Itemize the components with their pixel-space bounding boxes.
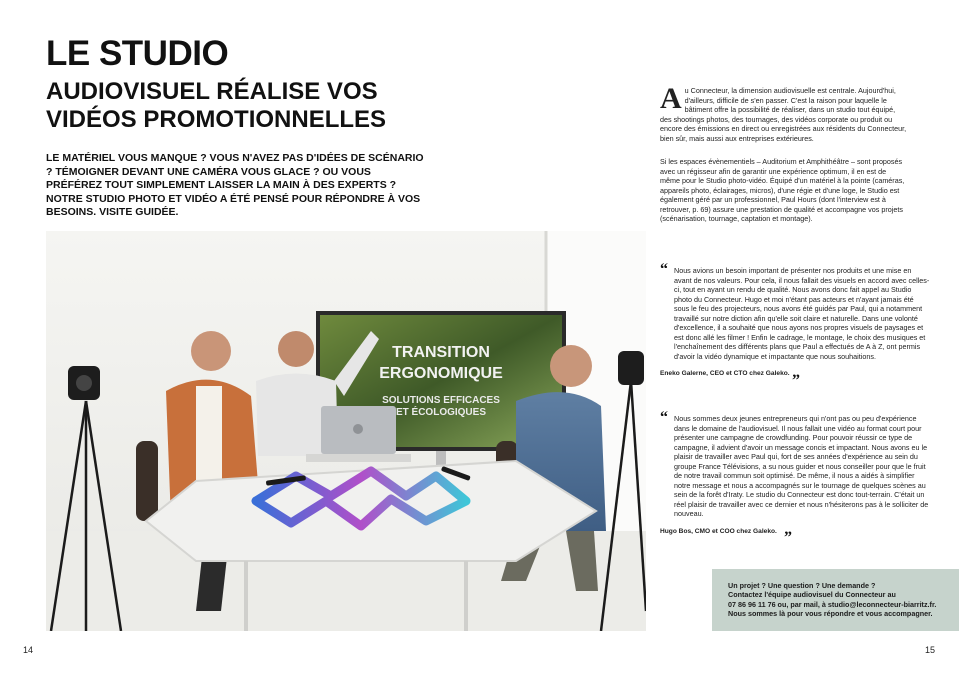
page-subtitle — [46, 78, 426, 134]
testimonial-1-signature: Eneko Galerne, CEO et CTO chez Galeko. — [660, 370, 790, 377]
contact-box — [712, 569, 959, 631]
article-paragraph-2: Si les espaces évènementiels – Auditorium et Amphithéâtre – sont proposés avec un régisseur afin de garantir une expérience optimum, il en est de même pour le Studio photo-vidéo. Équipé d'un matériel à la pointe (caméras, appareils photo, éclairages, micros), d'une régie et d'une loge, le Studio est également géré par un professionnel, Paul Hours (dont l'interview est à retrouver, p. 69) assure une prestation de qualité et accompagne vos projets (scénarisation, tournage, captation et montage). — [660, 157, 905, 223]
contact-line-3: 07 86 96 11 76 ou, par mail, à studio@leconnecteur-biarritz.fr. — [728, 599, 937, 609]
subtitle-line-1: AUDIOVISUEL RÉALISE VOS — [46, 78, 378, 105]
paragraph-1-text: u Connecteur, la dimension audiovisuelle est centrale. Aujourd'hui, d'ailleurs, difficile de s'en passer. C'est la raison pour laquelle le bâtiment offre la possibilité de réaliser, dans un studio tout équipé, des shootings photos, des tournages, des vidéos corporate ou produit ou encore des émissions en direct ou enregistrées aux résidents du Connecteur, bien sûr, mais aussi aux entreprises extérieures. — [660, 86, 907, 143]
quote-open-icon: “ — [660, 261, 668, 278]
intro-paragraph: LE MATÉRIEL VOUS MANQUE ? VOUS N'AVEZ PAS D'IDÉES DE SCÉNARIO ? TÉMOIGNER DEVANT UNE CAMÉRA VOUS GLACE ? OU VOUS PRÉFÉREZ TOUT SIMPLEMENT LAISSER LA MAIN À DES EXPERTS ? NOTRE STUDIO PHOTO ET VIDÉO A ÉTÉ PENSÉ POUR RÉPONDRE À VOS BESOINS. VISITE GUIDÉE. — [46, 152, 424, 219]
article-paragraph-1 — [660, 82, 908, 143]
testimonial-1-text: Nous avions un besoin important de présenter nos produits et une mise en avant de nos valeurs. Pour cela, il nous fallait des visuels en accord avec celles-ci, tout en ayant un rendu de qualité. Nous avons donc fait appel au Studio photo du Connecteur. Hugo et moi n'étant pas acteurs et n'ayant jamais été sous le feu des projecteurs, nous avons été guidés par Paul, qui a notamment travaillé sur notre diction afin qu'elle soit claire et naturelle. Dans une volonté d'excellence, il a souhaité que nous ayons nos propres visuels de paysages et est donc allé les filmer ! Enfin le cadrage, le montage, le choix des musiques et l'enchaînement des différents plans que Paul a effectués de A à Z, ont permis d'avoir la vidéo dynamique et impactante que nous souhaitions. — [674, 266, 930, 361]
testimonial-2-text: Nous sommes deux jeunes entrepreneurs qui n'ont pas ou peu d'expérience dans le domaine de l'audiovisuel. Il nous fallait une vidéo au format court pour présenter une campagne de crowdfunding. Pour pouvoir réussir ce type de campagne, il advient d'avoir un message concis et impactant. Nous avons eu le plaisir de travailler avec Paul qui, fort de ses années d'expérience au sein du groupe France Télévisions, a su nous guider et nous conseiller pour que le fruit de notre travail commun soit optimisé. De même, il nous a aidés à simplifier notre message et nous a accompagnés sur le tournage de quelques scènes au sein de la forêt d'Iraty. Le studio du Connecteur est donc tout-terrain. C'était un réel plaisir de travailler avec ce dernier et nous n'hésiterons pas à le solliciter de nouveau. — [674, 414, 929, 518]
studio-photo-illustration — [46, 231, 646, 631]
quote-close-icon: ” — [784, 529, 792, 546]
testimonial-2 — [660, 409, 930, 546]
subtitle-line-2: VIDÉOS PROMOTIONNELLES — [46, 106, 387, 133]
contact-line-1: Un projet ? Une question ? Une demande ? — [728, 581, 876, 590]
studio-photo — [46, 231, 646, 631]
quote-open-icon: “ — [660, 409, 668, 426]
screen-text-3: SOLUTIONS EFFICACES — [382, 395, 500, 406]
page-title: LE STUDIO — [46, 34, 229, 73]
page-number-right: 15 — [925, 645, 936, 655]
contact-line-4: Nous sommes là pour vous répondre et vous accompagner. — [728, 608, 933, 618]
page-number-left: 14 — [23, 645, 34, 655]
contact-line-2: Contactez l'équipe audiovisuel du Connecteur au — [728, 590, 896, 600]
testimonial-1 — [660, 261, 930, 389]
dropcap: A — [660, 82, 682, 115]
testimonial-2-signature: Hugo Bos, CMO et COO chez Galeko. — [660, 527, 777, 535]
screen-text-4: ET ÉCOLOGIQUES — [395, 407, 487, 418]
screen-text-2: ERGONOMIQUE — [379, 365, 503, 382]
quote-close-icon: ” — [792, 371, 800, 389]
screen-text-1: TRANSITION — [392, 344, 490, 361]
